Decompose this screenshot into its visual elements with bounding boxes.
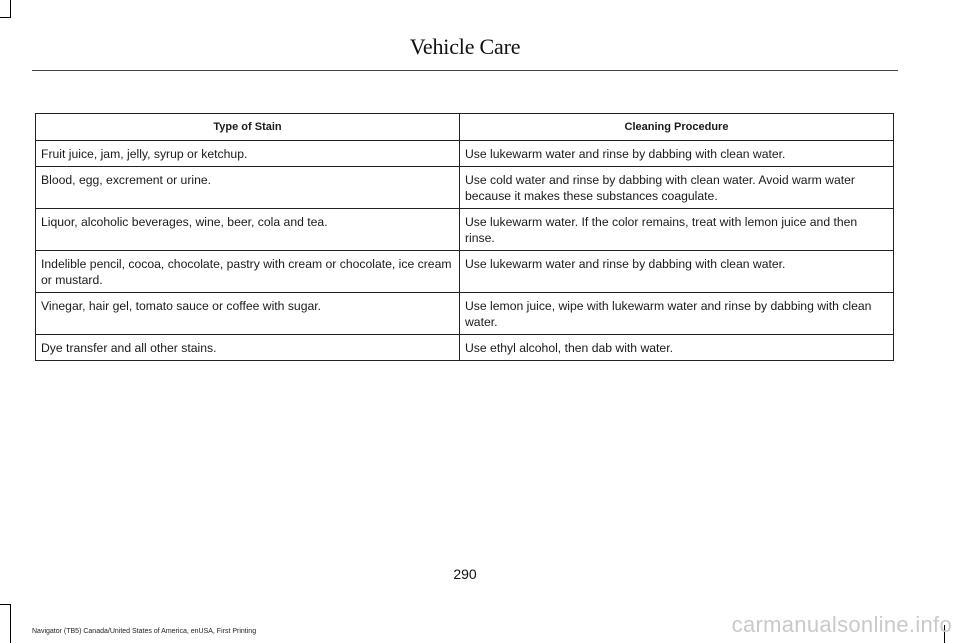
stain-type-cell: Blood, egg, excrement or urine.: [36, 167, 460, 209]
page-title: Vehicle Care: [409, 34, 521, 59]
table-row: [36, 141, 894, 167]
stain-type-cell: Fruit juice, jam, jelly, syrup or ketchup.: [36, 141, 460, 167]
crop-mark-top-left-horizontal: [0, 17, 11, 18]
cleaning-procedure-cell: Use lemon juice, wipe with lukewarm water and rinse by dabbing with clean water.: [460, 293, 894, 335]
column-header-cleaning-procedure: Cleaning Procedure: [460, 114, 894, 141]
stain-type-cell: Liquor, alcoholic beverages, wine, beer, cola and tea.: [36, 209, 460, 251]
crop-mark-bottom-left-vertical: [10, 604, 11, 643]
cleaning-procedure-cell: Use lukewarm water and rinse by dabbing with clean water.: [460, 141, 894, 167]
table-row: [36, 335, 894, 361]
watermark-text: carmanualsonline.info: [731, 612, 952, 637]
stain-type-cell: Dye transfer and all other stains.: [36, 335, 460, 361]
cleaning-procedure-cell: Use lukewarm water and rinse by dabbing with clean water.: [460, 251, 894, 293]
cleaning-procedure-cell: Use cold water and rinse by dabbing with clean water. Avoid warm water because it makes these substances coagulate.: [460, 167, 894, 209]
table-header-row: [36, 114, 894, 141]
crop-mark-top-left-vertical: [10, 0, 11, 18]
table-row: [36, 293, 894, 335]
stain-type-cell: Vinegar, hair gel, tomato sauce or coffee with sugar.: [36, 293, 460, 335]
column-header-type-of-stain: Type of Stain: [36, 114, 460, 141]
page-number: 290: [453, 566, 477, 582]
crop-mark-bottom-left-horizontal: [0, 604, 11, 605]
stain-cleaning-table: [35, 113, 894, 361]
table-row: [36, 209, 894, 251]
title-divider: [32, 70, 898, 71]
cleaning-procedure-cell: Use lukewarm water. If the color remains, treat with lemon juice and then rinse.: [460, 209, 894, 251]
table-row: [36, 251, 894, 293]
table-row: [36, 167, 894, 209]
cleaning-procedure-cell: Use ethyl alcohol, then dab with water.: [460, 335, 894, 361]
stain-type-cell: Indelible pencil, cocoa, chocolate, pastry with cream or chocolate, ice cream or mustard.: [36, 251, 460, 293]
footer-edition-text: Navigator (TB5) Canada/United States of America, enUSA, First Printing: [32, 628, 257, 635]
